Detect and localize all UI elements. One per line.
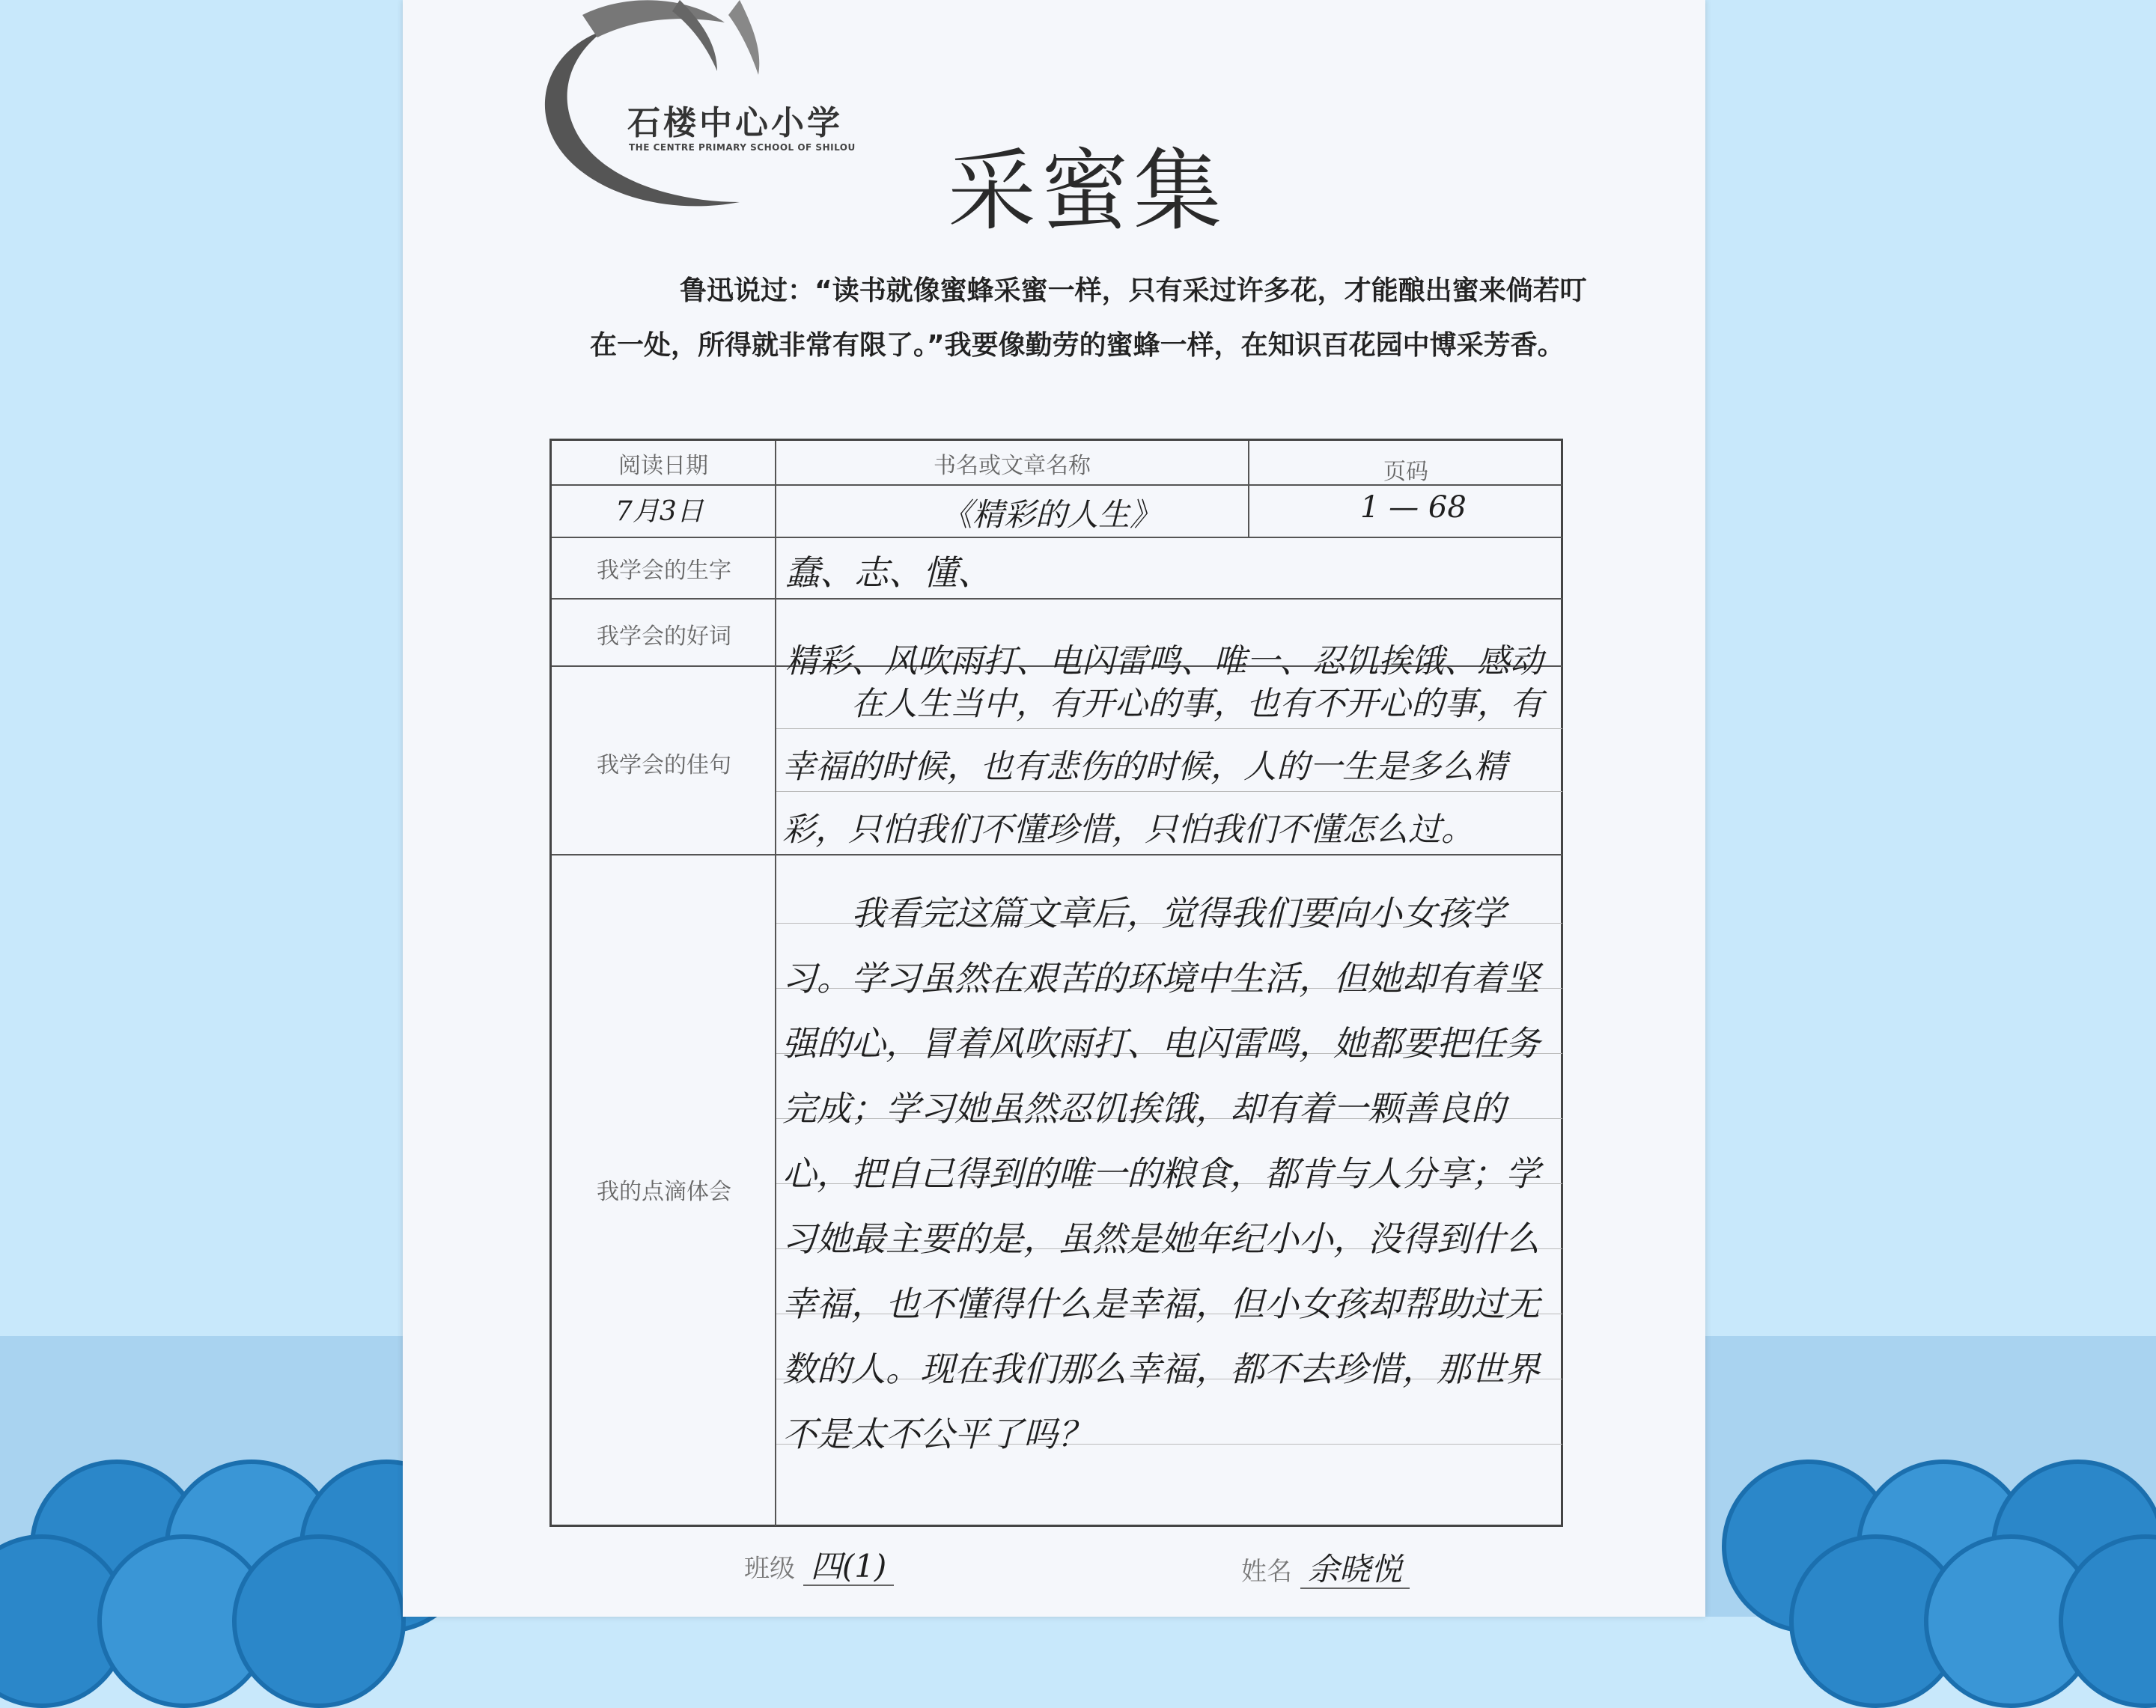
worksheet-page <box>403 0 1705 1617</box>
document-title: 采蜜集 <box>948 139 1227 243</box>
header-date: 阅读日期 <box>618 453 708 479</box>
school-name: 石楼中心小学 <box>627 104 843 142</box>
reading-record-table <box>549 439 1563 1527</box>
page-range: 1 — 68 <box>1360 490 1467 525</box>
reading-date: 7月3日 <box>615 496 704 527</box>
intro-paragraph: 鲁迅说过：“读书就像蜜蜂采蜜一样，只有采过许多花，才能酿出蜜来倘若叮在一处，所得就非常有限了。”我要像勤劳的蜜蜂一样，在知识百花园中博采芳香。 <box>590 275 1587 361</box>
class-field <box>744 1542 894 1587</box>
good-words-value: 精彩、风吹雨打、电闪雷鸣、唯一、忍饥挨饿、感动 <box>785 642 1543 680</box>
name-field <box>1241 1545 1410 1590</box>
label-good-words: 我学会的好词 <box>597 623 731 650</box>
header-book: 书名或文章名称 <box>934 453 1091 479</box>
label-good-sentences: 我学会的佳句 <box>597 752 731 778</box>
reflection-value: 我看完这篇文章后，觉得我们要向小女孩学习。学习虽然在艰苦的环境中生活，但她却有着坚强的心，冒着风吹雨打、电闪雷鸣，她都要把任务完成；学习她虽然忍饥挨饿，却有着一颗善良的心，把自己得到的唯一的粮食，都肯与人分享；学习她最主要的是，虽然是她年纪小小，没得到什么幸福，也不懂得什么是幸福，但小女孩却帮助过无数的人。现在我们那么幸福，都不去珍惜，那世界不是太不公平了吗？ <box>782 893 1540 1454</box>
label-new-chars: 我学会的生字 <box>597 558 731 584</box>
header-page: 页码 <box>1383 459 1428 485</box>
good-sentences-value: 在人生当中，有开心的事，也有不开心的事，有幸福的时候，也有悲伤的时候，人的一生是多么精彩，只怕我们不懂珍惜，只怕我们不懂怎么过。 <box>782 685 1543 849</box>
class-label: 班级 <box>744 1554 795 1584</box>
school-name-en: THE CENTRE PRIMARY SCHOOL OF SHILOU <box>629 142 856 153</box>
decor-bubble <box>232 1534 406 1708</box>
class-value: 四(1) <box>803 1548 895 1586</box>
name-label: 姓名 <box>1241 1557 1292 1587</box>
name-value: 余晓悦 <box>1300 1551 1410 1589</box>
book-title: 《精彩的人生》 <box>941 496 1162 533</box>
label-reflection: 我的点滴体会 <box>597 1179 731 1205</box>
new-chars-value: 蠢、志、懂、 <box>785 552 992 593</box>
